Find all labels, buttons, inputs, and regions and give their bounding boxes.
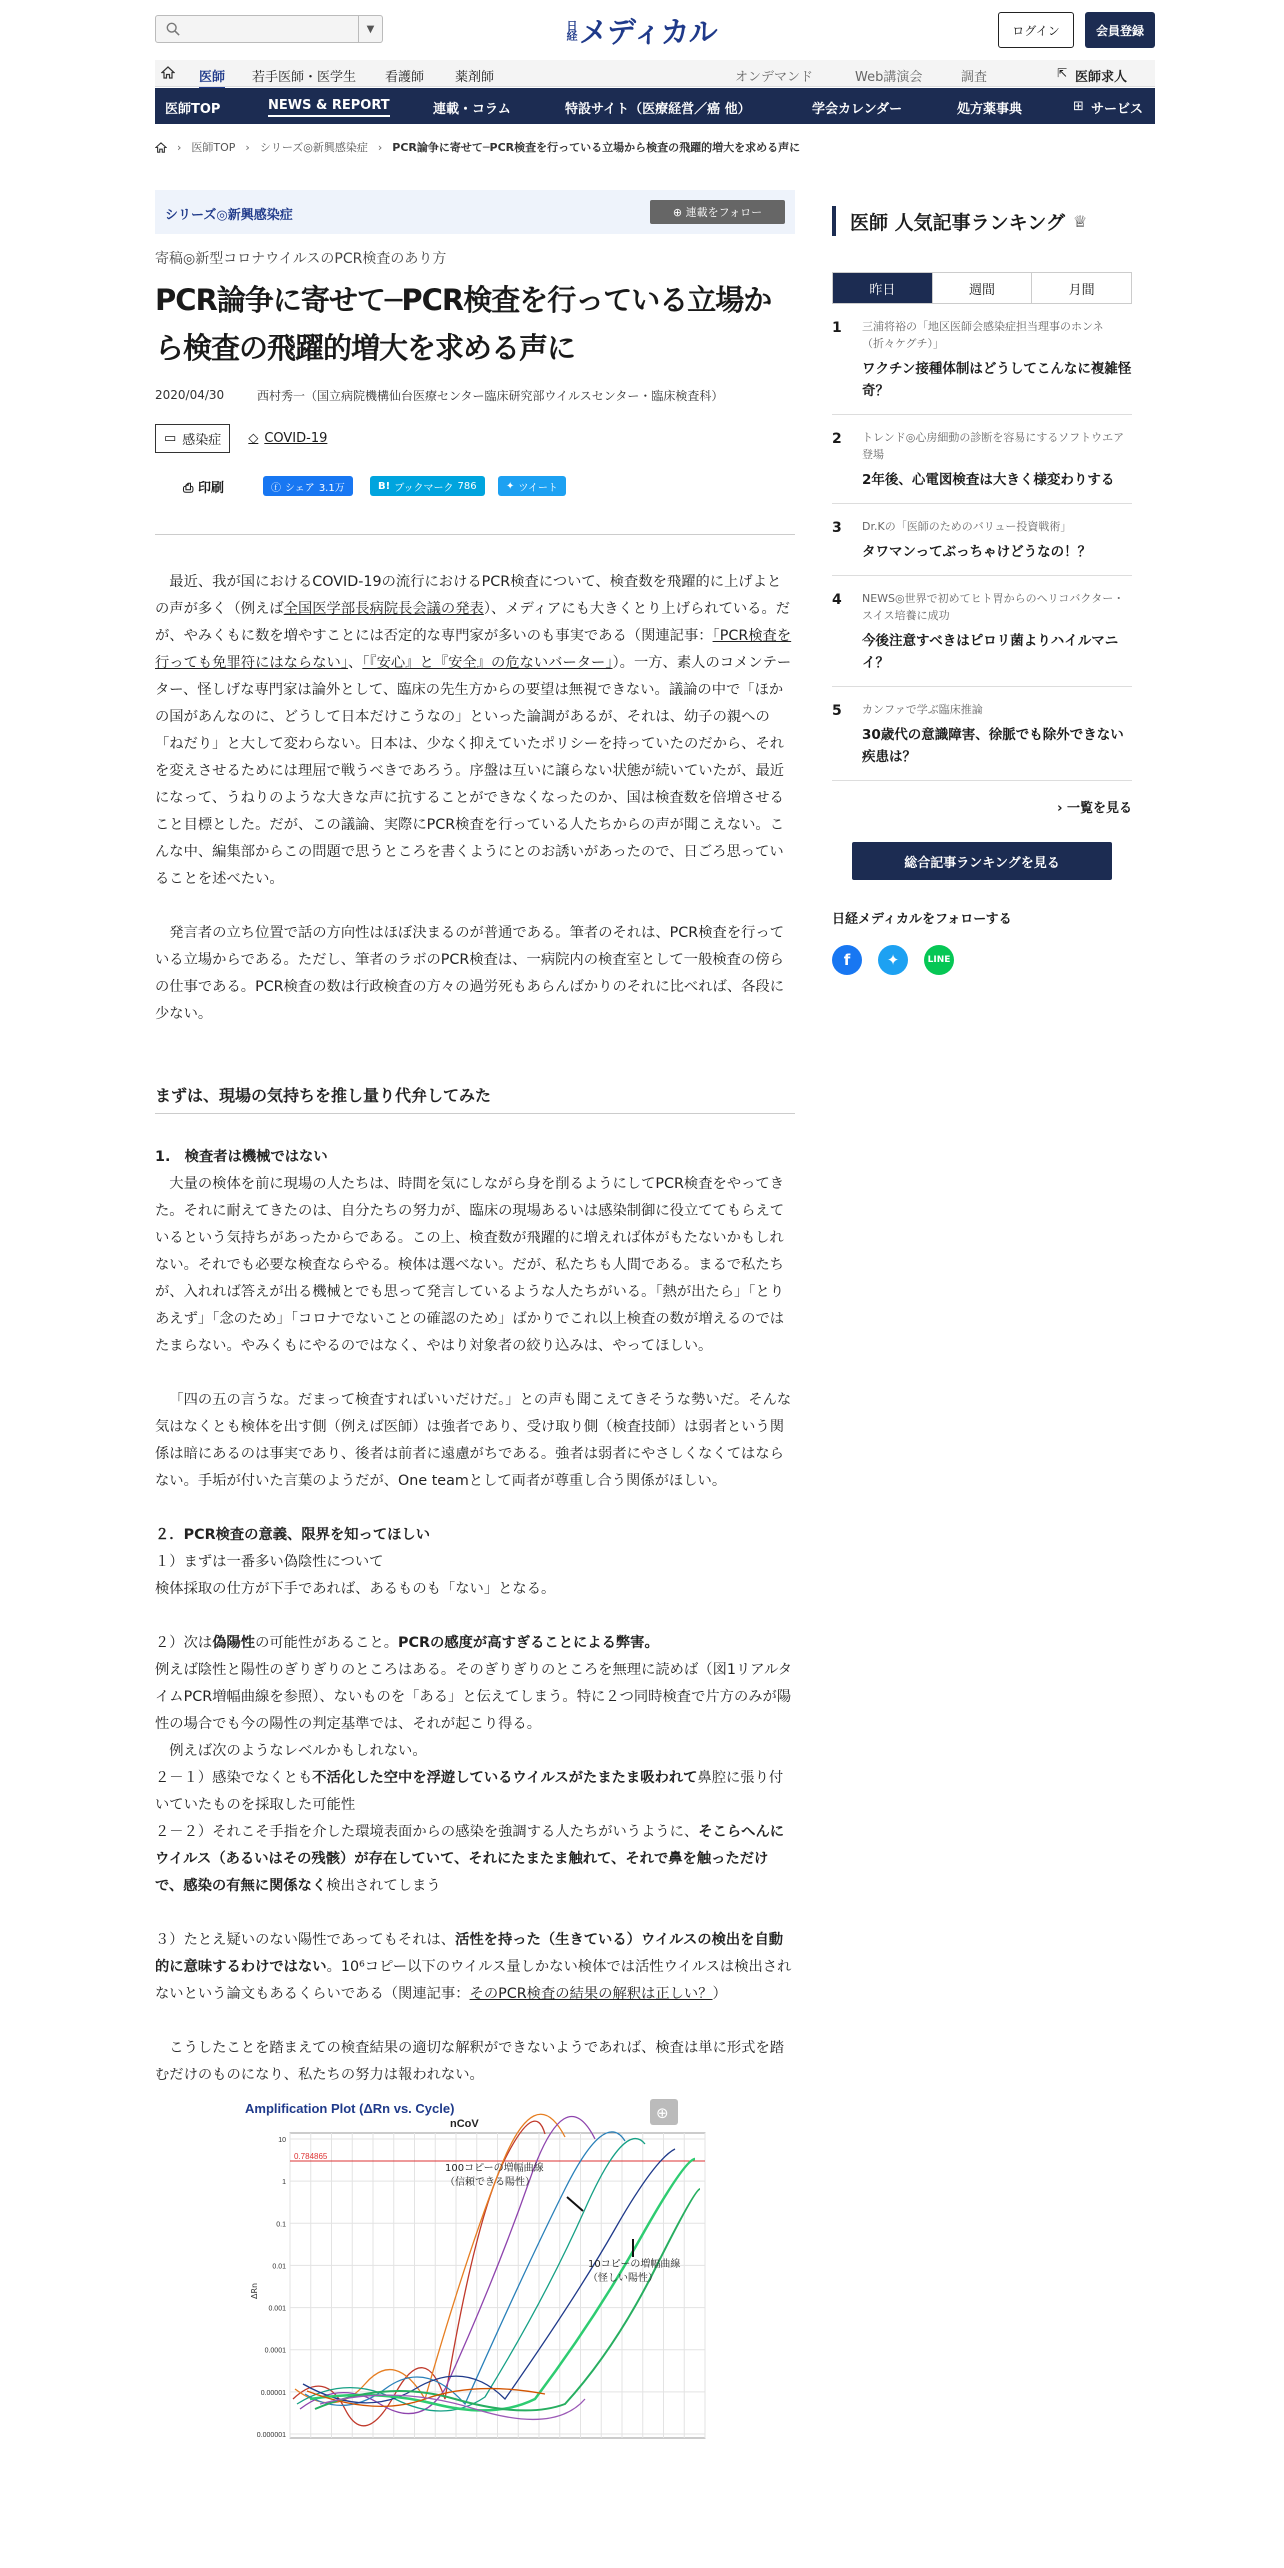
nav-web-lecture[interactable]: Web講演会 xyxy=(855,70,923,85)
tab-yesterday[interactable]: 昨日 xyxy=(833,273,933,303)
rank-number: 1 xyxy=(832,320,842,336)
audience-nav xyxy=(155,60,1155,87)
article-author: 西村秀一（国立病院機構仙台医療センター臨床研究部ウイルスセンター・臨床検査科） xyxy=(257,389,724,403)
facebook-icon: ⓕ xyxy=(271,482,281,494)
y-tick-label: 0.1 xyxy=(276,2221,286,2229)
follow-series-button[interactable]: ⊕ 連載をフォロー xyxy=(650,200,785,224)
home-icon[interactable] xyxy=(161,66,175,79)
chevron-down-icon[interactable]: ▼ xyxy=(358,16,382,42)
external-link-icon: ⇱ xyxy=(1057,66,1068,80)
y-tick-label: 1 xyxy=(282,2179,286,2187)
rank-number: 4 xyxy=(832,592,842,608)
ranking-title: 医師 人気記事ランキング ♕ xyxy=(832,206,1132,236)
zoom-in-icon[interactable]: ⊕ xyxy=(656,2104,669,2122)
annotation-100-copies-note: （信頼できる陽性） xyxy=(445,2177,535,2188)
article xyxy=(155,190,795,2444)
facebook-share-button[interactable]: ⓕ シェア 3.1万 xyxy=(263,476,353,496)
site-logo[interactable]: 日経 メディカル xyxy=(565,14,717,49)
ranking-item[interactable] xyxy=(832,687,1132,781)
printer-icon: ⎙ xyxy=(183,481,198,496)
all-ranking-button[interactable]: 総合記事ランキングを見る xyxy=(852,842,1112,880)
paragraph: こうしたことを踏まえての検査結果の適切な解釈ができないようであれば、検査は単に形式を踏むだけのものになり、私たちの努力は報われない。 xyxy=(155,2040,785,2083)
link-conference[interactable]: 全国医学部長病院長会議の発表 xyxy=(283,601,484,617)
figure-amplification-plot[interactable] xyxy=(245,2099,715,2444)
y-tick-label: 0.000001 xyxy=(256,2432,286,2439)
figure-subtitle: nCoV xyxy=(450,2118,479,2130)
login-button[interactable]: ログイン xyxy=(998,12,1074,48)
ranking-item[interactable] xyxy=(832,304,1132,415)
annotation-10-copies: 10コピーの増幅曲線 xyxy=(588,2259,681,2270)
article-body xyxy=(155,569,795,2444)
nav-survey[interactable]: 調査 xyxy=(961,70,988,85)
site-header xyxy=(155,12,1155,48)
breadcrumb-current: PCR論争に寄せて─PCR検査を行っている立場から検査の飛躍的増大を求める声に xyxy=(392,141,801,154)
rank-number: 3 xyxy=(832,520,842,536)
rank-series: NEWS◎世界で初めてヒト胃からのヘリコバクター・スイス培養に成功 xyxy=(862,592,1125,622)
tab-weekly[interactable]: 週間 xyxy=(933,273,1033,303)
article-kicker: 寄稿◎新型コロナウイルスのPCR検査のあり方 xyxy=(155,251,447,267)
search-input[interactable] xyxy=(155,15,383,43)
ranking-item[interactable] xyxy=(832,504,1132,576)
home-icon[interactable] xyxy=(155,142,167,153)
link-related-3[interactable]: そのPCR検査の結果の解釈は正しい？ xyxy=(469,1986,713,2002)
nav-doctor[interactable]: 医師 xyxy=(199,66,225,89)
article-title: PCR論争に寄せて─PCR検査を行っている立場から検査の飛躍的増大を求める声に xyxy=(155,283,772,365)
paragraph: 最近、我が国におけるCOVID-19の流行におけるPCR検査について、検査数を飛躍的に上げよとの声が多く（例えば全国医学部長病院長会議の発表）、メディアにも大きくとり上げられている。だが、やみくもに数を増やすことには否定的な専門家が多いのも事実である（関連記事：「PCR検査を行っても免罪符にはならない」、「『安心』と『安全』の危ないバーター」）。一方、素人のコメンテーター、怪しげな専門家は論外として、臨床の先生方からの要望は無視できない。議論の中で「ほかの国があんなのに、どうして日本だけこうなの」といった論調があるが、それは、幼子の親への「ねだり」と大して変わらない。日本は、少なく抑えていたポリシーを持っていたのだから、それを変えさせるためには理屈で戦うべきであろう。序盤は互いに譲らない状態が続いていたが、最近になって、うねりのような大きな声に抗することができなくなったのか、国は検査数を倍増させること目標とした。だが、この議論、実際にPCR検査を行っている人たちからの声が聞こえない。こんな中、編集部からこの問題で思うところを書くようにとのお誘いがあったので、日ごろ思っていることを述べたい。 xyxy=(155,574,792,887)
search-icon xyxy=(166,22,180,36)
social-links xyxy=(832,945,1132,975)
rank-headline[interactable]: タワマンってぶっちゃけどうなの！？ xyxy=(862,544,1092,560)
nav-series[interactable]: 連載・コラム xyxy=(433,102,511,117)
folder-icon: ▭ xyxy=(164,431,177,446)
list-item: ２）次は偽陽性の可能性があること。PCRの感度が高すぎることによる弊害。 xyxy=(155,1635,659,1651)
hatena-bookmark-button[interactable]: B! ブックマーク 786 xyxy=(370,476,485,496)
threshold-label: 0.784865 xyxy=(294,2152,328,2161)
chevron-right-icon: › xyxy=(1057,801,1067,816)
ranking-item[interactable] xyxy=(832,415,1132,504)
list-item: １）まずは一番多い偽陰性について xyxy=(155,1554,384,1570)
ranking-list xyxy=(832,304,1132,781)
section-nav xyxy=(155,88,1155,124)
line-icon[interactable]: LINE xyxy=(924,945,954,975)
link-related-2[interactable]: 「『安心』と『安全』の危ないバーター」 xyxy=(362,655,613,671)
plus-icon: ⊕ xyxy=(672,205,686,219)
y-tick-label: 0.001 xyxy=(268,2305,286,2313)
nav-pharmacist[interactable]: 薬剤師 xyxy=(455,70,495,85)
amplification-plot-image xyxy=(245,2099,715,2444)
rank-headline[interactable]: 今後注意すべきはピロリ菌よりハイルマニイ？ xyxy=(862,633,1119,671)
share-bar xyxy=(155,475,795,535)
nav-young-doctor[interactable]: 若手医師・医学生 xyxy=(252,70,357,85)
subheading: 1. 検査者は機械ではない xyxy=(155,1149,328,1165)
print-button[interactable]: ⎙ 印刷 xyxy=(183,481,224,496)
section-heading: まずは、現場の気持ちを推し量り代弁してみた xyxy=(155,1082,795,1114)
rank-number: 2 xyxy=(832,431,842,447)
list-item: 例えば陰性と陽性のぎりぎりのところはある。そのぎりぎりのところを無理に読めば（図1リアルタイムPCR増幅曲線を参照）、ないものを「ある」と伝えてしまう。特に２つ同時検査で片方のみが陽性の場合でも今の陽性の判定基準では、それが起こり得る。 xyxy=(155,1662,793,1732)
y-tick-label: 0.00001 xyxy=(260,2389,286,2397)
nav-news-report[interactable]: NEWS & REPORT xyxy=(268,98,390,117)
figure-title: Amplification Plot (ΔRn vs. Cycle) xyxy=(245,2101,455,2116)
nav-nurse[interactable]: 看護師 xyxy=(385,70,425,85)
series-title[interactable]: シリーズ◎新興感染症 xyxy=(165,208,293,223)
tag-icon: ◇ xyxy=(248,431,259,446)
rank-headline[interactable]: 2年後、心電図検査は大きく様変わりする xyxy=(862,472,1115,488)
list-item: 検体採取の仕方が下手であれば、あるものも「ない」となる。 xyxy=(155,1581,556,1597)
rank-series: Dr.Kの「医師のためのバリュー投資戦術」 xyxy=(862,520,1072,533)
tag-covid19[interactable]: ◇ COVID-19 xyxy=(248,431,328,446)
facebook-icon[interactable]: f xyxy=(832,945,862,975)
crown-icon: ♕ xyxy=(1073,211,1088,231)
breadcrumb xyxy=(155,137,1155,157)
paragraph: 「四の五の言うな。だまって検査すればいいだけだ。」との声も聞こえてきそうな勢いだ。そんな気はなくとも検体を出す側（例えば医師）は強者であり、受け取り側（検査技師）は弱者という関係は暗にあるのは事実であり、後者は前者に遠慮がちである。強者は弱者にやさしくなくてはならない。手垢が付いた言葉のようだが、One teamとして両者が尊重し合う関係がほしい。 xyxy=(155,1392,792,1489)
article-meta xyxy=(155,388,795,404)
nav-ondemand[interactable]: オンデマンド xyxy=(735,70,814,85)
y-axis-label: ΔRn xyxy=(250,2282,259,2299)
follow-heading: 日経メディカルをフォローする xyxy=(832,912,1012,927)
list-item: ２－１）感染でなくとも不活化した空中を浮遊しているウイルスがたまたま吸われて鼻腔に張り付いていたものを採取した可能性 xyxy=(155,1770,784,1813)
series-banner xyxy=(155,190,795,234)
chevron-right-icon: › xyxy=(177,140,182,154)
annotation-10-copies-note: （怪しい陽性） xyxy=(588,2273,658,2284)
rank-series: 三浦将裕の「地区医師会感染症担当理事のホンネ（折々ケグチ）」 xyxy=(862,320,1104,350)
list-item: ２－２）それこそ手指を介した環境表面からの感染を強調する人たちがいうように、そこらへんにウイルス（あるいはその残骸）が存在していて、それにたまたま触れて、それで鼻を触っただけで、感染の有無に関係なく検出されてしまう xyxy=(155,1824,785,1894)
nav-calendar[interactable]: 学会カレンダー xyxy=(812,102,903,117)
nav-drugs[interactable]: 処方薬事典 xyxy=(957,102,1023,117)
rank-headline[interactable]: 30歳代の意識障害、徐脈でも除外できない疾患は？ xyxy=(862,727,1124,765)
rank-series: カンファで学ぶ臨床推論 xyxy=(862,703,983,716)
grid-icon: ⊞ xyxy=(1073,99,1084,114)
subheading: ２．PCR検査の意義、限界を知ってほしい xyxy=(155,1527,431,1543)
ranking-tabs xyxy=(832,272,1132,304)
breadcrumb-top[interactable]: 医師TOP xyxy=(191,141,236,154)
link-related-1[interactable]: 「PCR検査を行っても免罪符にはならない」 xyxy=(155,628,792,671)
more-link[interactable]: › 一覧を見る xyxy=(1057,801,1132,816)
tab-monthly[interactable]: 月間 xyxy=(1068,282,1095,298)
list-item: 例えば次のようなレベルかもしれない。 xyxy=(169,1743,427,1759)
tag-list xyxy=(155,424,795,453)
sidebar-ranking xyxy=(832,206,1132,975)
twitter-icon[interactable]: ✦ xyxy=(878,945,908,975)
chevron-right-icon: › xyxy=(377,140,383,154)
rank-series: トレンド◎心房細動の診断を容易にするソフトウエア登場 xyxy=(862,431,1125,461)
nav-job[interactable]: 医師求人 xyxy=(1075,70,1128,85)
y-tick-label: 10 xyxy=(278,2137,286,2144)
breadcrumb-series[interactable]: シリーズ◎新興感染症 xyxy=(259,141,368,154)
nav-services[interactable]: サービス xyxy=(1091,102,1144,117)
nav-special[interactable]: 特設サイト（医療経営／癌 他） xyxy=(565,102,751,117)
y-tick-label: 0.0001 xyxy=(264,2347,286,2355)
ranking-item[interactable] xyxy=(832,576,1132,687)
hatena-icon: B! xyxy=(378,480,391,492)
chevron-right-icon: › xyxy=(245,140,250,154)
paragraph: 発言者の立ち位置で話の方向性はほぼ決まるのが普通である。筆者のそれは、PCR検査を行っている立場からである。ただし、筆者のラボのPCR検査は、一病院内の検査室として一般検査の傍らの仕事である。PCR検査の数は行政検査の方々の過労死もあらんばかりのそれに比べれば、各段に少ない。 xyxy=(155,925,785,1022)
article-date: 2020/04/30 xyxy=(155,388,225,402)
register-button[interactable]: 会員登録 xyxy=(1085,12,1155,48)
y-tick-label: 0.01 xyxy=(272,2263,286,2271)
paragraph: 大量の検体を前に現場の人たちは、時間を気にしながら身を削るようにしてPCR検査をやってきた。それに耐えてきたのは、自分たちの努力が、臨床の現場あるいは感染制御に役立ててもらえているという気持ちがあったからである。この上、検査数が飛躍的に増えれば体がもたないかもしれない。それでも必要な検査ならやる。検体は選べない。だが、私たちも人間である。まるで私たちが、入れれば答えが出る機械とでも思って発言しているような人たちがいる。「熱が出たら」「とりあえず」「念のため」「コロナでないことの確認のため」ばかりでこれ以上検査の数が増えるのではたまらない。やみくもにやるのではなく、やはり対象者の絞り込みは、やってほしい。 xyxy=(155,1176,785,1354)
rank-number: 5 xyxy=(832,703,842,719)
rank-headline[interactable]: ワクチン接種体制はどうしてこんなに複雑怪奇？ xyxy=(862,361,1132,399)
annotation-100-copies: 100コピーの増幅曲線 xyxy=(445,2163,544,2174)
tag-infection[interactable]: ▭ 感染症 xyxy=(155,424,230,453)
tweet-button[interactable]: ✦ ツイート xyxy=(498,476,566,496)
nav-top[interactable]: 医師TOP xyxy=(165,102,221,117)
twitter-icon: ✦ xyxy=(506,480,515,492)
list-item: ３）たとえ疑いのない陽性であってもそれは、活性を持った（生きている）ウイルスの検出を自動的に意味するわけではない。10⁶コピー以下のウイルス量しかない検体では活性ウイルスは検出されないという論文もあるくらいである（関連記事：そのPCR検査の結果の解釈は正しい？） xyxy=(155,1932,792,2002)
